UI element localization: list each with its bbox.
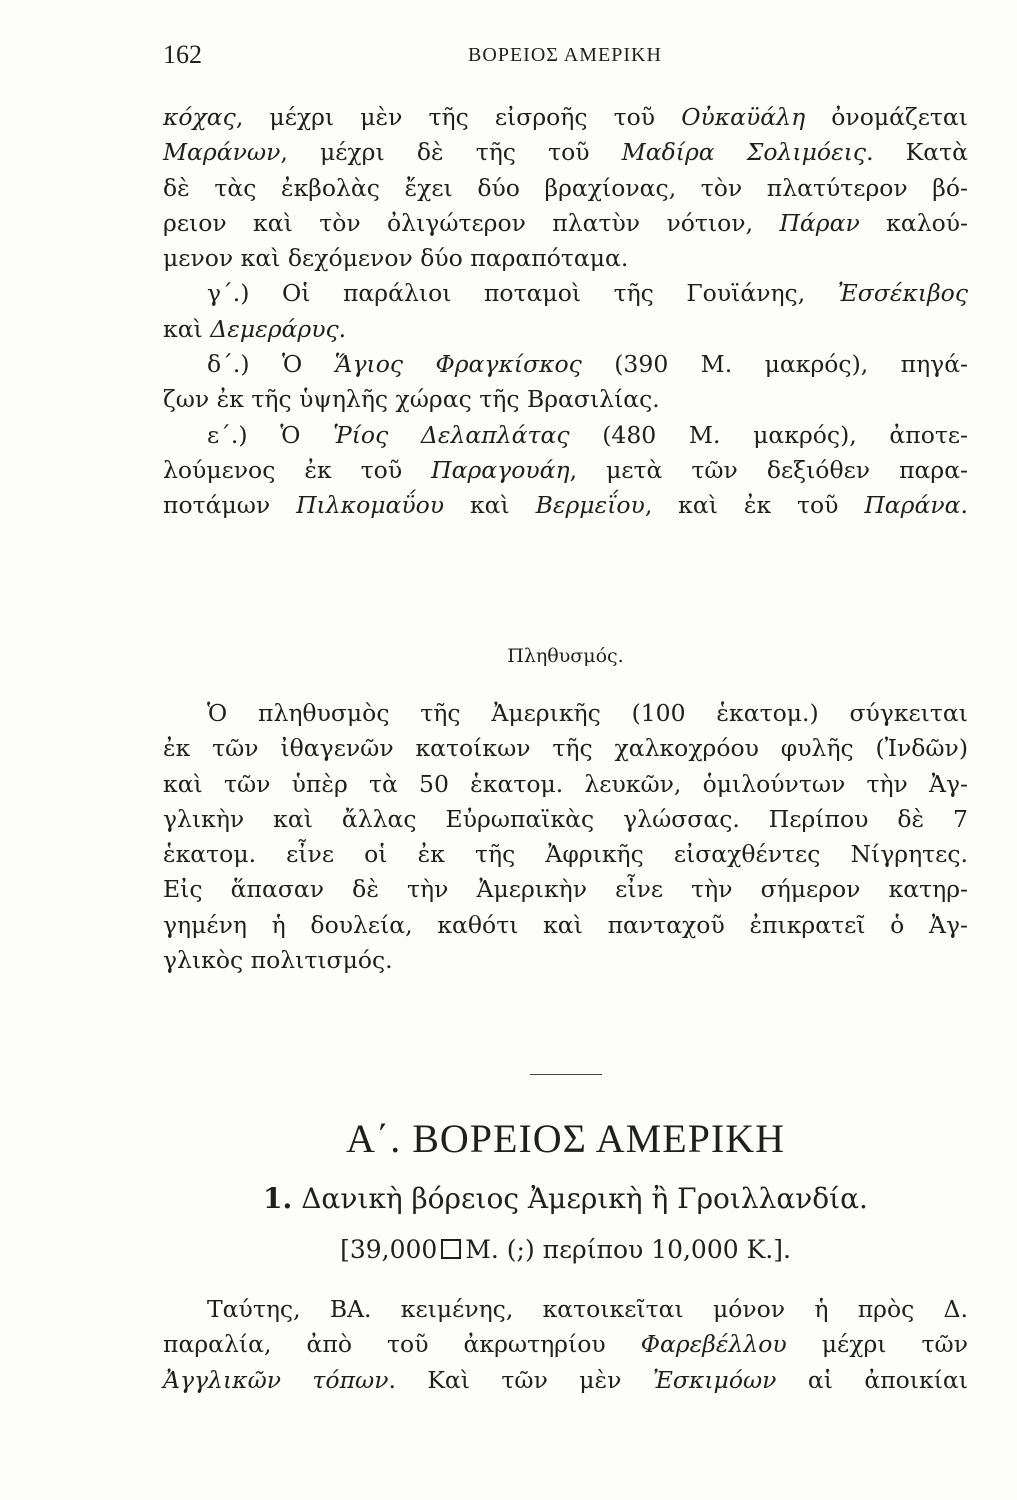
rivers-paragraph [163, 100, 968, 524]
text-line: γλικὴν καὶ ἄλλας Εὐρωπαϊκὰς γλώσσας. Περίπου δὲ 7 [163, 804, 968, 833]
text-line: καὶ τῶν ὑπὲρ τὰ 50 ἑκατομ. λευκῶν, ὁμιλούντων τὴν Ἀγ- [163, 769, 968, 798]
text-span: δὲ τὰς ἐκβολὰς ἔχει δύο βραχίονας, τὸν πλατύτερον βό- [163, 173, 968, 202]
text-line [163, 312, 968, 347]
italic-text: Μαδίρα Σολιμόεις [621, 138, 867, 167]
population-paragraph [163, 696, 968, 978]
text-line [163, 100, 968, 135]
text-span: . [338, 314, 347, 343]
italic-text: Πιλκομαΰου [296, 491, 445, 520]
text-span: . [960, 491, 968, 520]
italic-text: Ἐσσέκιβος [837, 279, 968, 308]
text-span: . Καὶ τῶν μὲν [388, 1365, 653, 1394]
text-span: , μέχρι δὲ τῆς τοῦ [280, 138, 622, 167]
text-span: ποτάμων [163, 491, 297, 520]
italic-text: Παραγουάη [431, 455, 570, 484]
text-span: αἱ ἀποικίαι [776, 1365, 968, 1394]
text-line [163, 382, 968, 417]
text-span: (480 Μ. μακρός), ἀποτε- [569, 420, 968, 449]
text-span: ὀνομάζεται [805, 103, 968, 131]
text-line [163, 241, 968, 276]
text-span: παραλία, ἀπὸ τοῦ ἀκρωτηρίου [163, 1330, 641, 1359]
text-line: ἑκατομ. εἶνε οἱ ἐκ τῆς Ἀφρικῆς εἰσαχθέντες Νίγρητες. [163, 840, 968, 869]
text-span: δ΄.) Ὁ [207, 350, 335, 379]
text-line: Ὁ πληθυσμὸς τῆς Ἀμερικῆς (100 ἑκατομ.) σύγκειται [207, 699, 968, 727]
text-span: γ΄.) Οἱ παράλιοι ποταμοὶ τῆς Γουϊάνης, [207, 279, 838, 308]
area-value: [39,000 [340, 1235, 438, 1264]
italic-text: Παράνα [864, 491, 961, 520]
subsection-number: 1. [263, 1182, 293, 1215]
text-line [163, 488, 968, 523]
text-span: καλού- [859, 208, 969, 237]
text-line [163, 453, 968, 488]
text-span: . Κατὰ [866, 138, 968, 167]
page-number: 162 [163, 40, 202, 69]
text-line [163, 276, 968, 311]
text-span: , μετὰ τῶν δεξιόθεν παρα- [569, 455, 969, 484]
population-heading: Πληθυσμός. [507, 645, 624, 667]
italic-text: Οὐκαϋάλη [681, 103, 806, 131]
italic-text: Ἀγγλικῶν τόπων [163, 1365, 389, 1394]
text-line [163, 206, 968, 241]
text-line: ἐκ τῶν ἰθαγενῶν κατοίκων τῆς χαλκοχρόου φυλῆς (Ἰνδῶν) [163, 734, 968, 763]
text-line [163, 171, 968, 206]
subsection-name: Δανικὴ βόρειος Ἀμερικὴ ἢ Γροιλλανδία. [301, 1182, 868, 1215]
italic-text: κόχας [163, 103, 236, 131]
text-line [163, 1327, 968, 1362]
text-line [163, 418, 968, 453]
text-line [163, 1363, 968, 1398]
text-span: μενον καὶ δεχόμενον δύο παραπόταμα. [163, 244, 629, 273]
italic-text: Μαράνων [163, 138, 281, 167]
greenland-paragraph [163, 1292, 968, 1398]
italic-text: Ἅγιος Φραγκίσκος [334, 350, 582, 379]
text-span: λούμενος ἐκ τοῦ [163, 455, 432, 484]
italic-text: Ἐσκιμόων [652, 1365, 777, 1394]
section-title: Α΄. ΒΟΡΕΙΟΣ ΑΜΕΡΙΚΗ [346, 1116, 785, 1161]
subsection-title [163, 1182, 968, 1215]
italic-text: Δεμεράρυς [210, 314, 339, 343]
text-span: καὶ [444, 491, 536, 520]
text-line: γλικὸς πολιτισμός. [163, 946, 393, 975]
area-population-value: Μ. (;) περίπου 10,000 Κ.]. [465, 1235, 791, 1264]
italic-text: Πάραν [779, 208, 860, 237]
section-divider [530, 1074, 602, 1075]
text-line: Εἰς ἅπασαν δὲ τὴν Ἀμερικὴν εἶνε τὴν σήμερον κατηρ- [163, 875, 968, 904]
text-span: ε΄.) Ὁ [207, 420, 334, 449]
text-span: ζων ἐκ τῆς ὑψηλῆς χώρας τῆς Βρασιλίας. [163, 385, 660, 414]
area-population-line [163, 1235, 968, 1264]
text-line [163, 347, 968, 382]
text-line [163, 1292, 968, 1327]
italic-text: Βερμεΐου [535, 491, 645, 520]
italic-text: Ῥίος Δελαπλάτας [333, 420, 570, 449]
text-span: καὶ [163, 314, 211, 343]
square-miles-icon [441, 1239, 461, 1259]
text-span: ρειον καὶ τὸν ὀλιγώτερον πλατὺν νότιον, [163, 208, 780, 237]
text-span: μέχρι τῶν [786, 1330, 968, 1359]
italic-text: Φαρεβέλλου [640, 1330, 787, 1359]
text-span: , καὶ ἐκ τοῦ [644, 491, 865, 520]
text-span: Ταύτης, ΒΑ. κειμένης, κατοικεῖται μόνον ἡ πρὸς Δ. [207, 1295, 968, 1323]
text-line: γημένη ἡ δουλεία, καθότι καὶ πανταχοῦ ἐπικρατεῖ ὁ Ἀγ- [163, 910, 968, 939]
text-line [163, 135, 968, 170]
running-title: ΒΟΡΕΙΟΣ ΑΜΕΡΙΚΗ [468, 44, 662, 66]
page-header [163, 40, 967, 76]
text-span: (390 Μ. μακρός), πηγά- [581, 350, 968, 379]
text-span: , μέχρι μὲν τῆς εἰσροῆς τοῦ [235, 103, 682, 131]
